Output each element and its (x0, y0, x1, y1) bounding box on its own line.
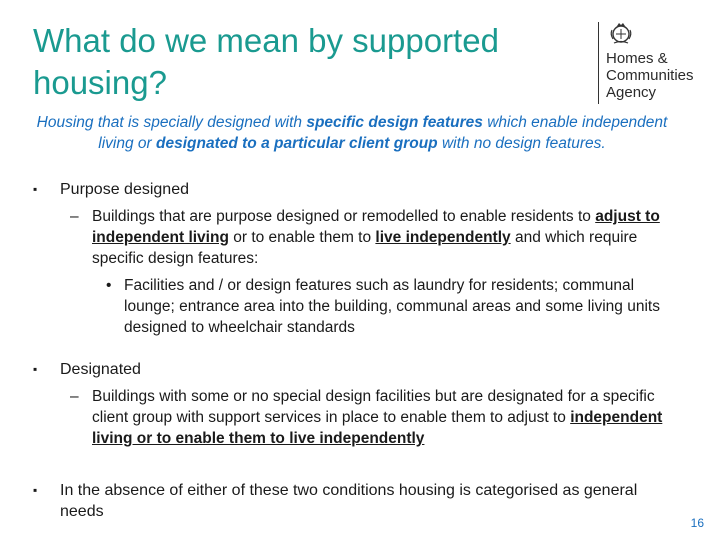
purpose-heading: Purpose designed (60, 181, 189, 198)
intro-text-2: which enable independent living or (98, 114, 668, 152)
logo-wordmark (606, 50, 694, 101)
square-bullet-icon: ▪ (33, 362, 38, 376)
purpose-detail-text: Facilities and / or design features such as laundry for residents; communal lounge; entrance area into the building, communal areas and some living units designed to wheelchair standards (124, 277, 660, 336)
designated-heading: Designated (60, 361, 141, 378)
hca-logo (598, 20, 708, 106)
purpose-sub-text-1: Buildings that are purpose designed or remodelled to enable residents to (92, 208, 596, 225)
slide-title (33, 20, 573, 104)
purpose-subpoint-text (92, 206, 692, 269)
title-line-2: housing? (33, 64, 167, 101)
intro-text-3: with no design features. (437, 135, 606, 152)
designated-sub-text-1: Buildings with some or no special design facilities but are designated for a specific client group with support services in place to enable them to adjust to (92, 388, 655, 426)
dash-bullet: – (70, 388, 79, 405)
designated-sub-underline: independent living or to enable them to live independently (92, 409, 663, 447)
logo-line-3: Agency (606, 84, 657, 101)
intro-definition (34, 112, 670, 154)
square-bullet-icon: ▪ (33, 483, 38, 497)
logo-line-2: Communities (606, 67, 694, 84)
purpose-sub-underline-1: adjust to independent living (92, 208, 660, 246)
square-bullet-icon: ▪ (33, 182, 38, 196)
purpose-sub-text-3: and which require specific design features: (92, 229, 638, 267)
intro-emphasis-1: specific design features (306, 114, 483, 131)
royal-crest-icon (608, 20, 634, 46)
purpose-sub-underline-2: live independently (375, 229, 511, 246)
general-needs-text: In the absence of either of these two conditions housing is categorised as general needs (60, 482, 638, 520)
purpose-sub-text-2: or to enable them to (228, 229, 376, 246)
intro-emphasis-2: designated to a particular client group (156, 135, 438, 152)
designated-subpoint-text (92, 386, 692, 449)
dash-bullet: – (70, 208, 79, 225)
intro-text-1: Housing that is specially designed with (36, 114, 307, 131)
title-line-1: What do we mean by supported (33, 22, 499, 59)
logo-divider (598, 22, 599, 104)
page-number: 16 (690, 516, 704, 530)
logo-line-1: Homes & (606, 50, 668, 67)
dot-bullet: • (106, 277, 112, 294)
